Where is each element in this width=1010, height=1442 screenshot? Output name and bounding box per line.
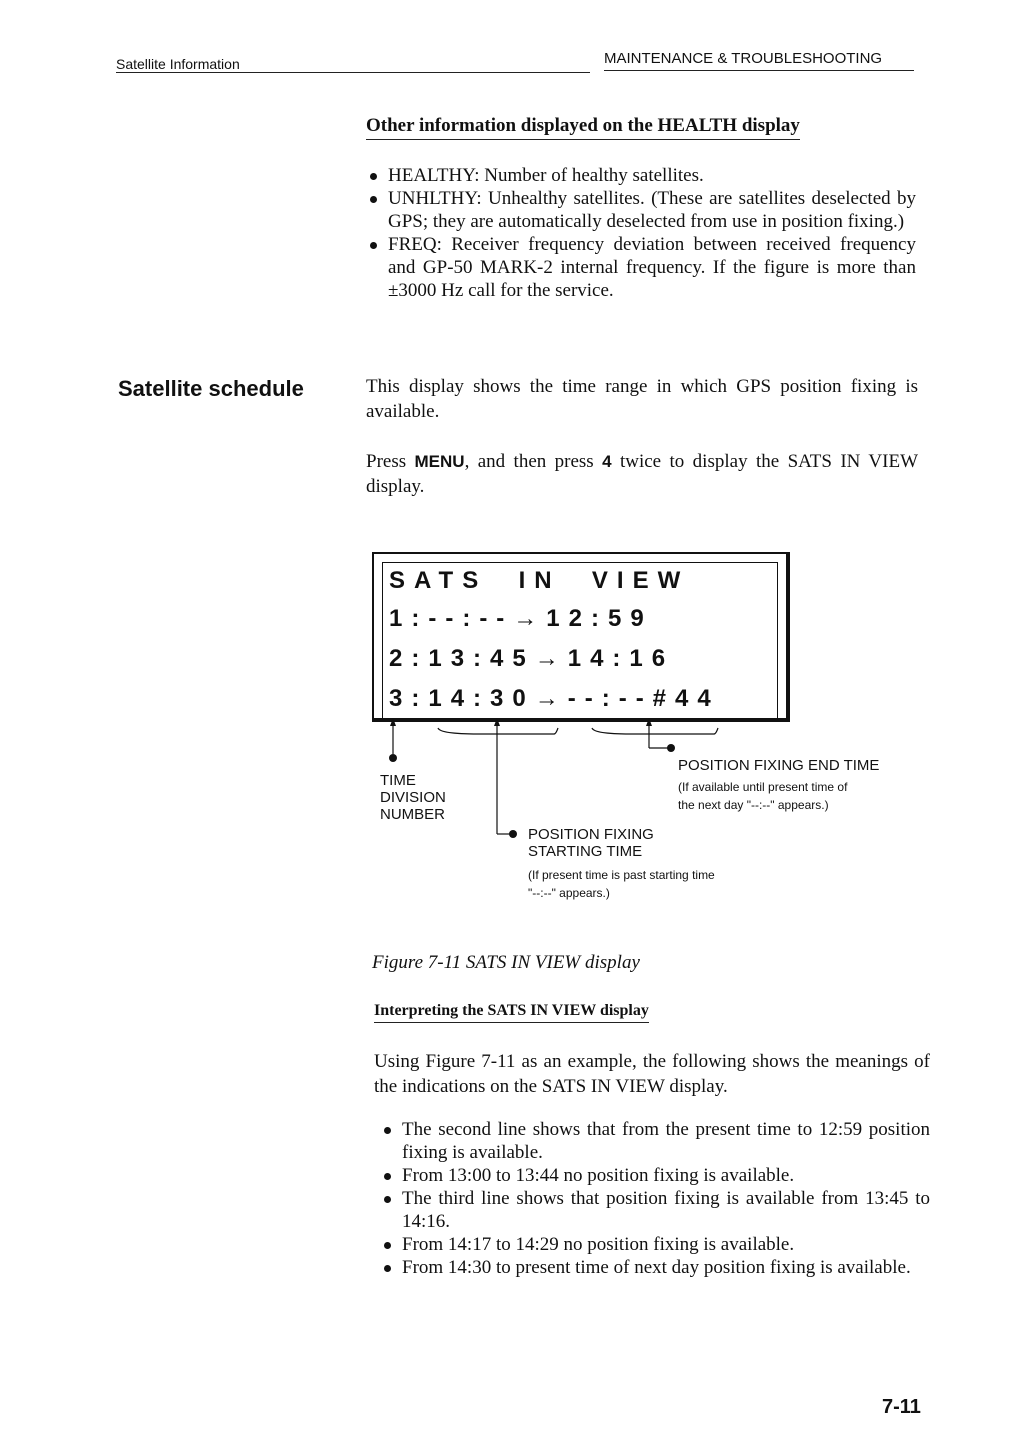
interpret-heading: Interpreting the SATS IN VIEW display [374, 1002, 649, 1023]
time-division-label: TIME DIVISION NUMBER [380, 772, 446, 823]
page-number: 7-11 [882, 1396, 921, 1418]
schedule-description: This display shows the time range in which GPS position fixing is available. [366, 376, 918, 422]
list-item: UNHLTHY: Unhealthy satellites. (These are satellites deselected by GPS; they are automatically deselected from use in position fixing.) [366, 187, 916, 233]
running-header-left: Satellite Information [116, 56, 240, 72]
list-item: From 13:00 to 13:44 no position fixing is available. [380, 1164, 930, 1187]
list-item: From 14:17 to 14:29 no position fixing is available. [380, 1233, 930, 1256]
lcd-line-title: SATS IN VIEW [389, 567, 690, 594]
header-rule [116, 72, 590, 73]
key-4: 4 [602, 452, 612, 471]
starting-time-label: POSITION FIXING STARTING TIME [528, 826, 654, 860]
lcd-line-3: 3:14:30→--:--#44 [389, 685, 720, 712]
end-time-note: (If available until present time of the next day "--:--" appears.) [678, 780, 848, 812]
sats-in-view-lcd [372, 552, 790, 722]
satellite-schedule-heading: Satellite schedule [118, 376, 304, 401]
header-rule-right [604, 70, 914, 71]
list-item: HEALTHY: Number of healthy satellites. [366, 164, 916, 187]
schedule-instruction: Press MENU, and then press 4 twice to display the SATS IN VIEW display. [366, 451, 918, 497]
health-info-list [366, 164, 916, 302]
lcd-line-2: 2:13:45→14:16 [389, 645, 675, 672]
list-item: The second line shows that from the present time to 12:59 position fixing is available. [380, 1118, 930, 1164]
end-time-label: POSITION FIXING END TIME [678, 757, 880, 774]
list-item: From 14:30 to present time of next day position fixing is available. [380, 1256, 930, 1279]
interpret-list [380, 1118, 930, 1279]
list-item: The third line shows that position fixing is available from 13:45 to 14:16. [380, 1187, 930, 1233]
running-header-right: MAINTENANCE & TROUBLESHOOTING [604, 50, 883, 67]
starting-time-note: (If present time is past starting time "--:--" appears.) [528, 868, 715, 900]
list-item: FREQ: Receiver frequency deviation between received frequency and GP-50 MARK-2 internal frequency. If the figure is more than ±3000 Hz call for the service. [366, 233, 916, 302]
lcd-screen [382, 562, 778, 718]
menu-key: MENU [414, 452, 465, 471]
health-section-heading: Other information displayed on the HEALTH display [366, 115, 800, 140]
figure-caption: Figure 7-11 SATS IN VIEW display [372, 952, 640, 973]
interpret-intro: Using Figure 7-11 as an example, the following shows the meanings of the indications on the SATS IN VIEW display. [374, 1051, 930, 1097]
lcd-line-1: 1:--:--→12:59 [389, 605, 653, 632]
